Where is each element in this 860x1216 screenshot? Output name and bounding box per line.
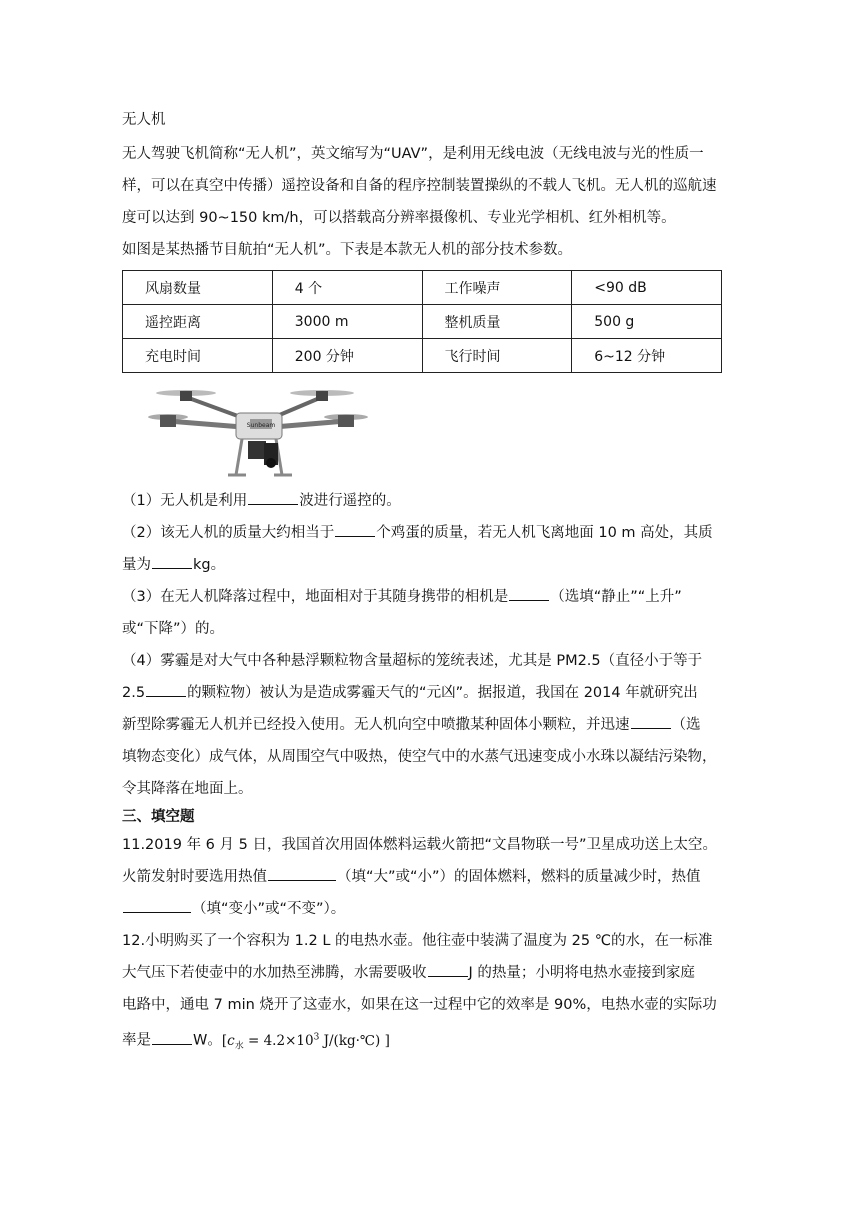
question-4-cont — [122, 773, 728, 805]
answer-blank[interactable] — [152, 550, 192, 569]
q4-text: （4）雾霾是对大气中各种悬浮颗粒物含量超标的笼统表述，尤其是 PM2.5（直径小于等于 — [122, 653, 703, 669]
answer-blank[interactable] — [152, 1026, 192, 1045]
q4-text: （选 — [671, 717, 701, 733]
q2-text: 量为 — [122, 557, 151, 573]
answer-blank[interactable] — [268, 862, 336, 881]
drone-brand-label: Sunbeam — [246, 422, 276, 429]
q12-text: 大气压下若使壶中的水加热至沸腾，水需要吸收 — [122, 965, 427, 981]
table-cell: 风扇数量 — [123, 271, 273, 305]
question-1 — [122, 485, 728, 517]
q12-text: 率是 — [122, 1032, 151, 1049]
passage-title: 无人机 — [122, 112, 166, 128]
q12-text: J 的热量；小明将电热水壶接到家庭 — [468, 965, 695, 981]
answer-blank[interactable] — [335, 518, 375, 537]
question-12-cont — [122, 989, 728, 1021]
table-row — [123, 339, 722, 373]
formula-exponent: 3 — [313, 1032, 320, 1042]
table-cell: 200 分钟 — [272, 339, 422, 373]
question-12 — [122, 925, 728, 957]
q4-text: 的颗粒物）被认为是造成雾霾天气的“元凶”。据报道，我国在 2014 年就研究出 — [187, 685, 698, 701]
formula-unit: J/(kg·℃) ] — [319, 1032, 390, 1049]
drone-illustration — [146, 383, 372, 479]
q3-text: （选填“静止”“上升” — [550, 589, 682, 605]
question-12-cont — [122, 1021, 728, 1062]
answer-blank[interactable] — [428, 958, 468, 977]
table-cell: <90 dB — [572, 271, 722, 305]
q1-text: 波进行遥控的。 — [299, 493, 401, 509]
formula-symbol: c — [227, 1032, 235, 1049]
q4-text: 填物态变化）成气体，从周围空气中吸热，使空气中的水蒸气迅速变成小水珠以凝结污染物， — [122, 749, 717, 765]
answer-blank[interactable] — [146, 678, 186, 697]
formula-value: = 4.2×10 — [243, 1032, 314, 1049]
section-heading: 三、填空题 — [122, 809, 195, 825]
table-row — [123, 305, 722, 339]
q4-text: 令其降落在地面上。 — [122, 781, 253, 797]
question-4 — [122, 645, 728, 677]
table-cell: 6~12 分钟 — [572, 339, 722, 373]
question-2 — [122, 517, 728, 549]
q12-text: 电路中，通电 7 min 烧开了这壶水，如果在这一过程中它的效率是 90%，电热水壶的实际功 — [122, 997, 717, 1013]
q4-text: 新型除雾霾无人机并已经投入使用。无人机向空中喷撒某种固体小颗粒，并迅速 — [122, 717, 630, 733]
question-4-cont — [122, 677, 728, 709]
q3-text: 或“下降”）的。 — [122, 621, 225, 637]
question-3-cont — [122, 613, 728, 645]
question-12-cont — [122, 957, 728, 989]
table-cell: 飞行时间 — [422, 339, 572, 373]
question-11-cont — [122, 861, 728, 893]
q4-text: 2.5 — [122, 685, 146, 701]
question-11 — [122, 829, 728, 861]
table-cell: 充电时间 — [123, 339, 273, 373]
q12-text: W。 — [193, 1032, 222, 1049]
table-cell: 遥控距离 — [123, 305, 273, 339]
formula-bracket: [ — [221, 1032, 228, 1049]
q12-text: 12.小明购买了一个容积为 1.2 L 的电热水壶。他往壶中装满了温度为 25 ℃的水，在一标准 — [122, 933, 713, 949]
q2-text: 个鸡蛋的质量，若无人机飞离地面 10 m 高处，其质 — [376, 525, 713, 541]
formula-subscript: 水 — [234, 1041, 244, 1052]
q11-text: 火箭发射时要选用热值 — [122, 869, 267, 885]
table-cell: 整机质量 — [422, 305, 572, 339]
question-4-cont — [122, 741, 728, 773]
table-cell: 500 g — [572, 305, 722, 339]
table-cell: 3000 m — [272, 305, 422, 339]
answer-blank[interactable] — [123, 894, 191, 913]
question-3 — [122, 581, 728, 613]
table-cell: 工作噪声 — [422, 271, 572, 305]
q1-text: （1）无人机是利用 — [122, 493, 248, 509]
q2-text: （2）该无人机的质量大约相当于 — [122, 525, 335, 541]
drone-photo — [146, 383, 372, 479]
q11-text: （填“变小”或“不变”）。 — [192, 901, 346, 917]
q3-text: （3）在无人机降落过程中，地面相对于其随身携带的相机是 — [122, 589, 509, 605]
question-11-cont — [122, 893, 728, 925]
document-content — [122, 106, 728, 1062]
answer-blank[interactable] — [248, 486, 298, 505]
answer-blank[interactable] — [631, 710, 671, 729]
q11-text: 11.2019 年 6 月 5 日，我国首次用固体燃料运载火箭把“文昌物联一号”卫星成功送上太空。 — [122, 837, 717, 853]
passage-paragraph-2: 如图是某热播节目航拍“无人机”。下表是本款无人机的部分技术参数。 — [122, 242, 573, 258]
question-2-cont — [122, 549, 728, 581]
table-cell: 4 个 — [272, 271, 422, 305]
table-row — [123, 271, 722, 305]
passage-paragraph-1: 无人驾驶飞机简称“无人机”，英文缩写为“UAV”，是利用无线电波（无线电波与光的性质一样，可以在真空中传播）遥控设备和自备的程序控制装置操纵的不载人飞机。无人机的巡航速度可以达到 90~150 km/h，可以搭载高分辨率摄像机、专业光学相机、红外相机等。 — [122, 146, 717, 226]
specific-heat-formula — [221, 1032, 390, 1052]
question-4-cont — [122, 709, 728, 741]
answer-blank[interactable] — [509, 582, 549, 601]
drone-parameters-table — [122, 270, 722, 373]
q11-text: （填“大”或“小”）的固体燃料，燃料的质量减少时，热值 — [337, 869, 701, 885]
q2-text: kg。 — [193, 557, 226, 573]
